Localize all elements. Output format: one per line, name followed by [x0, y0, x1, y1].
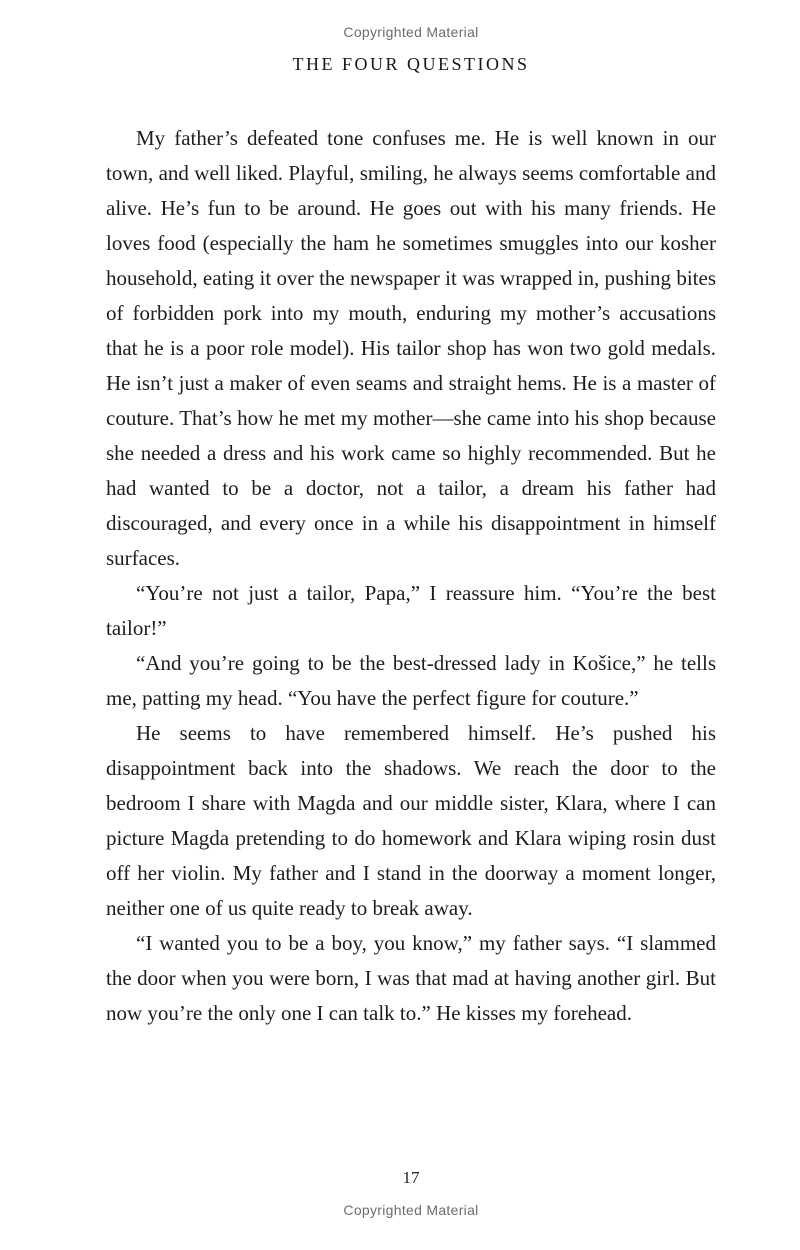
paragraph-4: He seems to have remembered himself. He’s pushed his disappointment back into the shadows. We reach the door to the bedroom I share with Magda and our middle sister, Klara, where I can picture Magda pretending to do homework and Klara wiping rosin dust off her violin. My father and I stand in the doorway a moment longer, neither one of us quite ready to break away.: [106, 721, 716, 920]
page-number: 17: [402, 1168, 420, 1187]
paragraph-1: My father’s defeated tone confuses me. He is well known in our town, and well liked. Playful, smiling, he always seems comfortable and alive. He’s fun to be around. He goes out with his many friends. He loves food (especially the ham he sometimes smuggles into our kosher household, eating it over the newspaper it was wrapped in, pushing bites of forbidden pork into my mouth, enduring my mother’s accusations that he is a poor role model). His tailor shop has won two gold medals. He isn’t just a maker of even seams and straight hems. He is a master of couture. That’s how he met my mother—she came into his shop because she needed a dress and his work came so highly recommended. But he had wanted to be a doctor, not a tailor, a dream his father had discouraged, and every once in a while his disappointment in himself surfaces.: [106, 126, 716, 570]
body-text: [106, 121, 716, 1031]
copyright-notice-top: Copyrighted Material: [343, 24, 479, 40]
paragraph-3: “And you’re going to be the best-dressed lady in Košice,” he tells me, patting my head. “You have the perfect figure for couture.”: [106, 651, 716, 710]
paragraph-5: “I wanted you to be a boy, you know,” my father says. “I slammed the door when you were born, I was that mad at having another girl. But now you’re the only one I can talk to.” He kisses my forehead.: [106, 931, 716, 1025]
paragraph-2: “You’re not just a tailor, Papa,” I reassure him. “You’re the best tailor!”: [106, 581, 716, 640]
copyright-notice-bottom: Copyrighted Material: [343, 1202, 479, 1218]
chapter-title: THE FOUR QUESTIONS: [292, 54, 530, 74]
